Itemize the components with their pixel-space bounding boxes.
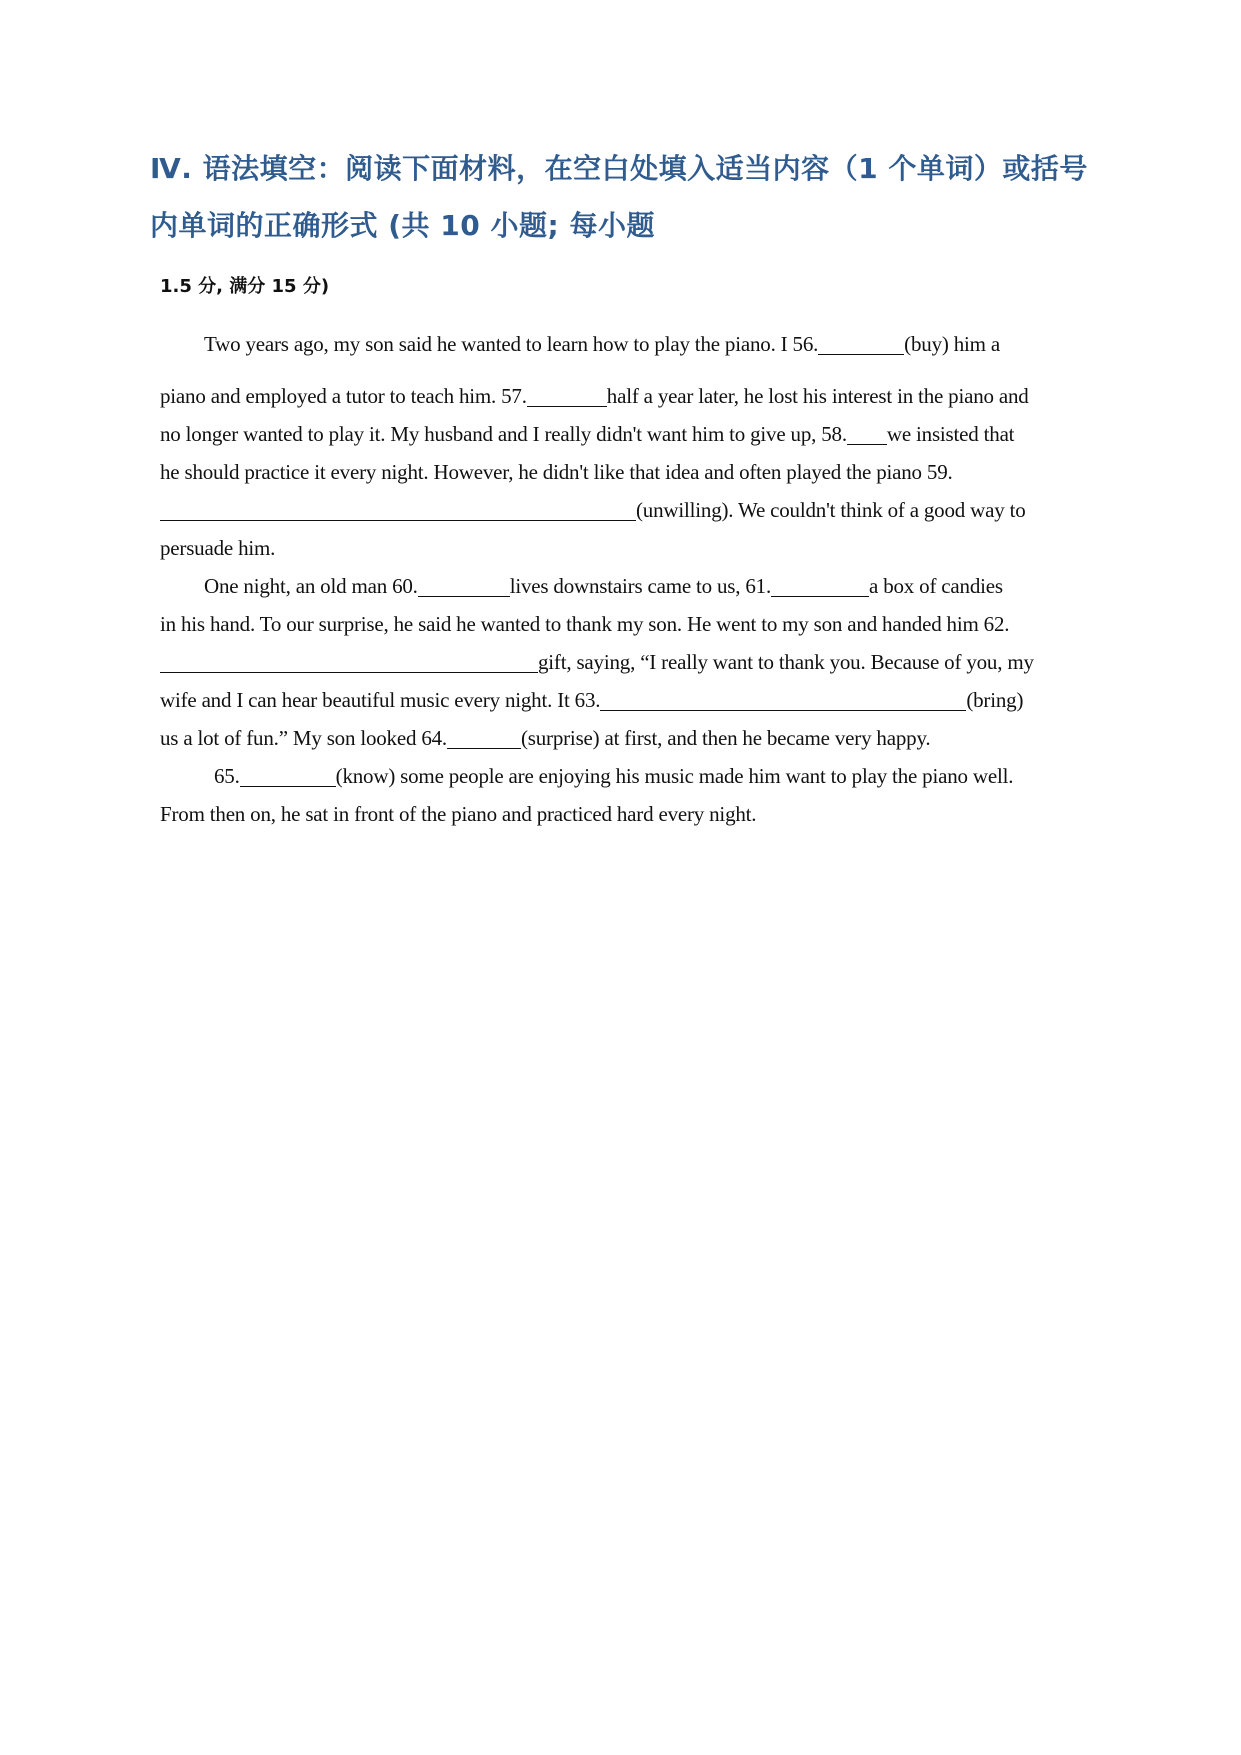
text-line: gift, saying, “I really want to thank you. Because of you, my [160, 643, 1085, 681]
blank-61[interactable] [771, 576, 869, 597]
text-line: Two years ago, my son said he wanted to learn how to play the piano. I 56. (buy) him a [204, 332, 1000, 356]
text-line: in his hand. To our surprise, he said he wanted to thank my son. He went to my son and handed him 62. [160, 612, 1010, 636]
passage [160, 325, 1085, 833]
paragraph-1 [160, 325, 1085, 567]
heading-line-1: Ⅳ. 语法填空：阅读下面材料，在空白处填入适当内容（1 个单词）或括号 [150, 152, 1088, 185]
paragraph-2 [160, 567, 1085, 757]
text-line: persuade him. [160, 536, 276, 560]
text-line: wife and I can hear beautiful music every night. It 63. (bring) [160, 688, 1024, 712]
text-line: One night, an old man 60. lives downstairs came to us, 61. a box of candies [204, 574, 1003, 598]
text-line: 65. (know) some people are enjoying his music made him want to play the piano well. [214, 764, 1014, 788]
text-line: us a lot of fun.” My son looked 64. (surprise) at first, and then he became very happy. [160, 726, 931, 750]
blank-63[interactable] [600, 690, 966, 711]
paragraph-3 [160, 757, 1085, 833]
blank-58[interactable] [847, 424, 887, 445]
blank-65[interactable] [240, 766, 336, 787]
text-line: no longer wanted to play it. My husband and I really didn't want him to give up, 58. we insisted that [160, 422, 1015, 446]
heading-line-2: 内单词的正确形式 (共 10 小题; 每小题 [150, 209, 655, 242]
blank-56[interactable] [818, 334, 904, 355]
blank-60[interactable] [418, 576, 510, 597]
text-line: piano and employed a tutor to teach him. 57. half a year later, he lost his interest in the piano and [160, 384, 1029, 408]
text-line: he should practice it every night. However, he didn't like that idea and often played the piano 59. [160, 460, 953, 484]
section-heading [150, 140, 1110, 254]
text-line: From then on, he sat in front of the piano and practiced hard every night. [160, 802, 757, 826]
blank-57[interactable] [527, 386, 607, 407]
text-line: (unwilling). We couldn't think of a good way to [160, 491, 1085, 529]
blank-62[interactable] [160, 652, 538, 673]
blank-64[interactable] [447, 728, 521, 749]
scoring-note: 1.5 分, 满分 15 分) [160, 276, 330, 297]
roman-numeral: Ⅳ [150, 152, 182, 185]
blank-59[interactable] [160, 500, 636, 521]
